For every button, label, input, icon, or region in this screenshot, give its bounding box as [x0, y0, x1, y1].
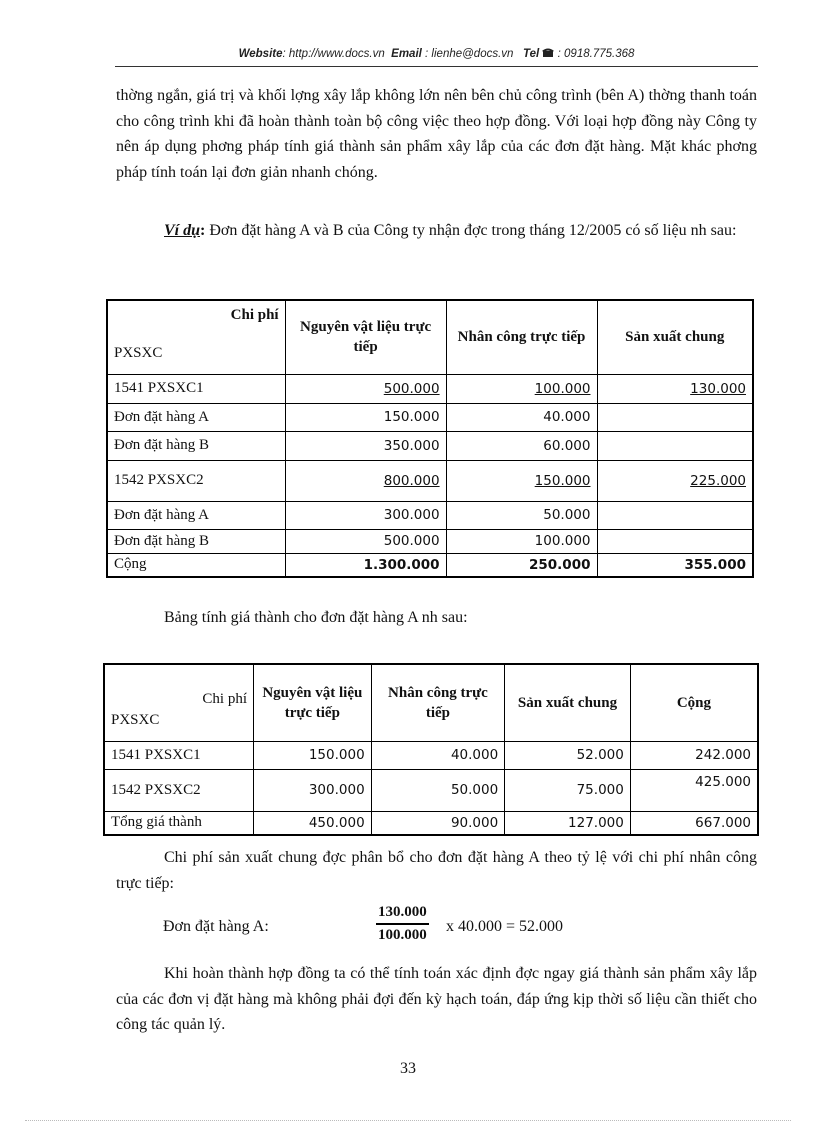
- tel-label: Tel: [523, 48, 540, 60]
- fraction-numerator: 130.000: [376, 904, 429, 925]
- table-row: [107, 460, 753, 501]
- cell: [597, 403, 753, 431]
- table-row: [107, 501, 753, 529]
- footer-divider: [25, 1120, 791, 1121]
- table-header-row: [104, 664, 758, 741]
- table-row: [107, 431, 753, 460]
- cost-table: [106, 299, 754, 578]
- cell: 50.000: [371, 769, 505, 811]
- page-header: [115, 47, 758, 60]
- website-url[interactable]: : http://www.docs.vn: [282, 48, 385, 60]
- cell: 450.000: [253, 811, 371, 835]
- table-row: [107, 529, 753, 553]
- cell: 225.000: [597, 460, 753, 501]
- phone-icon: [542, 48, 557, 60]
- allocation-paragraph: Chi phí sản xuất chung đợc phân bổ cho đơn đặt hàng A theo tỷ lệ với chi phí nhân công trực tiếp:: [116, 849, 757, 892]
- cell: 90.000: [371, 811, 505, 835]
- row-label: 1542 PXSXC2: [104, 769, 253, 811]
- formula-fraction: [376, 904, 429, 944]
- cell: 1.300.000: [285, 553, 446, 577]
- website-label: Website: [238, 48, 283, 60]
- cell: 40.000: [446, 403, 597, 431]
- row-label: Tổng giá thành: [104, 811, 253, 835]
- column-header: Sản xuất chung: [597, 300, 753, 374]
- cell: 800.000: [285, 460, 446, 501]
- example-text: Đơn đặt hàng A và B của Công ty nhận đợc trong tháng 12/2005 có số liệu nh sau:: [205, 222, 737, 239]
- cell: [597, 431, 753, 460]
- row-label: Đơn đặt hàng A: [107, 501, 285, 529]
- column-header: Nguyên vật liệu trực tiếp: [285, 300, 446, 374]
- column-header: Nhân công trực tiếp: [446, 300, 597, 374]
- cell: 425.000: [630, 769, 758, 811]
- cell: 500.000: [285, 529, 446, 553]
- cell: 300.000: [253, 769, 371, 811]
- cell: [597, 529, 753, 553]
- row-label: 1542 PXSXC2: [107, 460, 285, 501]
- table-row: [107, 374, 753, 403]
- cell: 40.000: [371, 741, 505, 769]
- column-header: Sản xuất chung: [505, 664, 631, 741]
- cell: 355.000: [597, 553, 753, 577]
- table-total-row: [104, 811, 758, 835]
- cell: 75.000: [505, 769, 631, 811]
- paragraph-intro: thờng ngắn, giá trị và khối lợng xây lắp không lớn nên bên chủ công trình (bên A) thờng thanh toán cho công trình khi đã hoàn thành toàn bộ công việc theo hợp đồng. Với loại hợp đồng này Công ty nên áp dụng phơng pháp tính giá thành sản phẩm xây lắp của các đơn đặt hàng. Mặt khác phơng pháp tính toán lại đơn giản nhanh chóng.: [116, 87, 757, 181]
- corner-top-label: Chi phí: [230, 307, 279, 323]
- cell: 60.000: [446, 431, 597, 460]
- cost-summary-table: [103, 663, 759, 836]
- row-label: 1541 PXSXC1: [104, 741, 253, 769]
- cell: 150.000: [285, 403, 446, 431]
- row-label: 1541 PXSXC1: [107, 374, 285, 403]
- tel-number: : 0918.775.368: [557, 48, 635, 60]
- cell: 100.000: [446, 374, 597, 403]
- row-label: Đơn đặt hàng A: [107, 403, 285, 431]
- row-label: Đơn đặt hàng B: [107, 529, 285, 553]
- example-colon: :: [200, 222, 206, 239]
- table-row: [104, 769, 758, 811]
- corner-header: [107, 300, 285, 374]
- column-header: Nhân công trực tiếp: [371, 664, 505, 741]
- column-header: Nguyên vật liệu trực tiếp: [253, 664, 371, 741]
- example-paragraph: [116, 218, 757, 244]
- cell: 130.000: [597, 374, 753, 403]
- cell: 52.000: [505, 741, 631, 769]
- cell: 50.000: [446, 501, 597, 529]
- cell: 150.000: [446, 460, 597, 501]
- cell: 150.000: [253, 741, 371, 769]
- table-total-row: [107, 553, 753, 577]
- page-number: 33: [400, 1060, 416, 1077]
- fraction-denominator: 100.000: [378, 927, 427, 943]
- row-label: Đơn đặt hàng B: [107, 431, 285, 460]
- cell: 667.000: [630, 811, 758, 835]
- corner-bottom-label: PXSXC: [111, 711, 160, 728]
- cell: [597, 501, 753, 529]
- cell: 127.000: [505, 811, 631, 835]
- table2-intro: Bảng tính giá thành cho đơn đặt hàng A nh sau:: [164, 609, 468, 626]
- cell: 500.000: [285, 374, 446, 403]
- column-header: Cộng: [630, 664, 758, 741]
- table-row: [107, 403, 753, 431]
- formula-result: x 40.000 = 52.000: [446, 918, 564, 935]
- corner-header: [104, 664, 253, 741]
- formula-label: Đơn đặt hàng A:: [163, 918, 269, 935]
- row-label: Cộng: [107, 553, 285, 577]
- table-row: [104, 741, 758, 769]
- cell: 100.000: [446, 529, 597, 553]
- email-address[interactable]: : lienhe@docs.vn: [425, 48, 514, 60]
- email-label: Email: [391, 48, 422, 60]
- header-divider: [115, 66, 758, 67]
- conclusion-paragraph: Khi hoàn thành hợp đồng ta có thể tính toán xác định đợc ngay giá thành sản phẩm xây lắp của các đơn vị đặt hàng mà không phải đợi đến kỳ hạch toán, đáp ứng kịp thời số liệu cần thiết cho công tác quản lý.: [116, 965, 757, 1033]
- example-label: Ví dụ: [164, 222, 201, 239]
- cell: 250.000: [446, 553, 597, 577]
- cell: 300.000: [285, 501, 446, 529]
- cell: 350.000: [285, 431, 446, 460]
- table-header-row: [107, 300, 753, 374]
- corner-top-label: Chi phí: [202, 691, 247, 707]
- cell: 242.000: [630, 741, 758, 769]
- corner-bottom-label: PXSXC: [114, 344, 163, 361]
